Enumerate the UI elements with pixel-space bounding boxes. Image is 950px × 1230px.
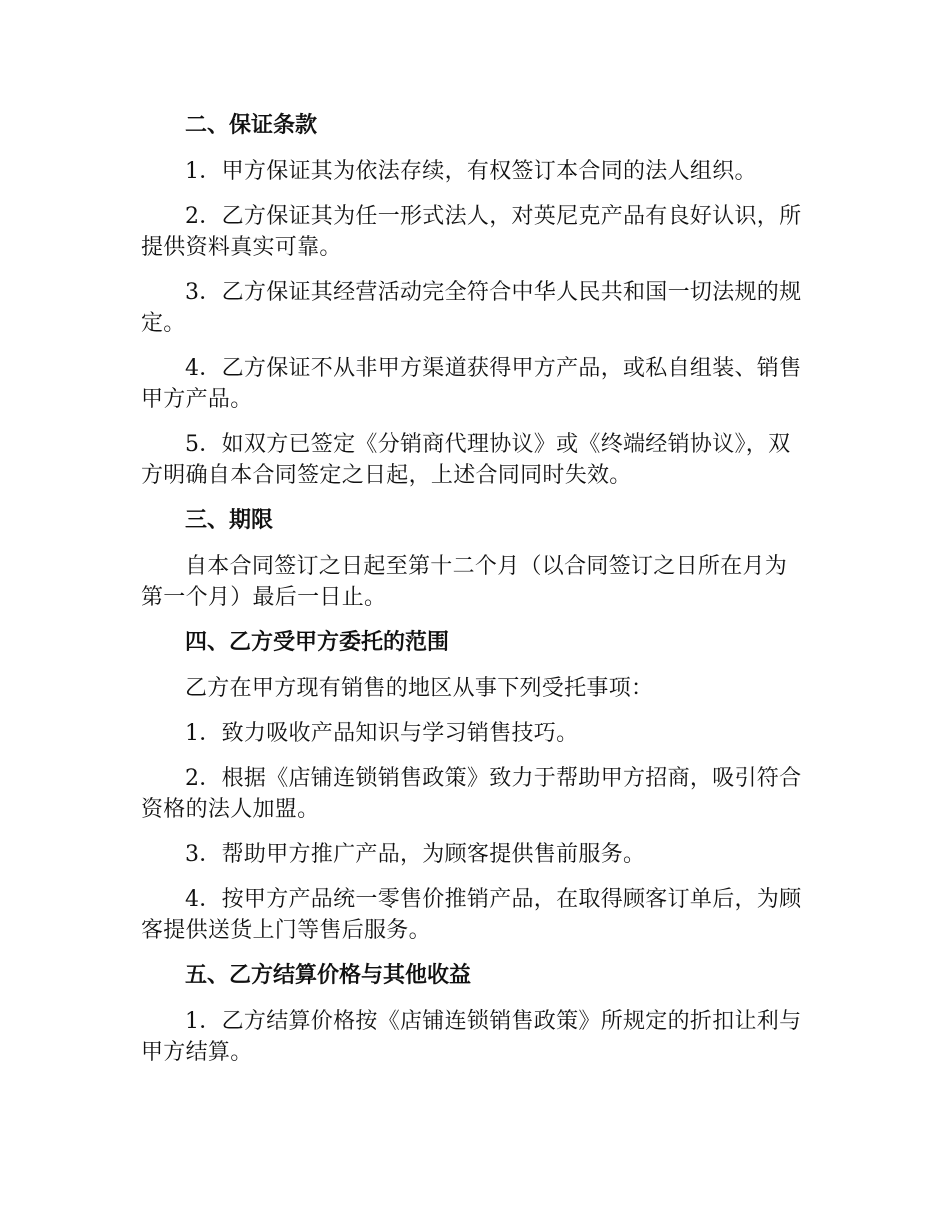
- scope-intro: 乙方在甲方现有销售的地区从事下列受托事项：: [185, 676, 654, 701]
- document-body: [141, 110, 809, 1082]
- scope-item-2: 2．根据《店铺连锁销售政策》致力于帮助甲方招商，吸引符合资格的法人加盟。: [141, 766, 802, 822]
- section-heading-scope: 四、乙方受甲方委托的范围: [185, 630, 450, 655]
- guarantee-clause-2: 2．乙方保证其为任一形式法人，对英尼克产品有良好认识，所提供资料真实可靠。: [141, 204, 802, 260]
- scope-item-3: 3．帮助甲方推广产品，为顾客提供售前服务。: [185, 842, 646, 867]
- settlement-item-1: 1．乙方结算价格按《店铺连锁销售政策》所规定的折扣让利与甲方结算。: [141, 1009, 802, 1065]
- section-heading-settlement: 五、乙方结算价格与其他收益: [185, 963, 472, 988]
- term-paragraph: 自本合同签订之日起至第十二个月（以合同签订之日所在月为第一个月）最后一日止。: [141, 554, 788, 610]
- section-heading-term: 三、期限: [185, 508, 274, 533]
- guarantee-clause-5: 5．如双方已签定《分销商代理协议》或《终端经销协议》，双方明确自本合同签定之日起，上述合同同时失效。: [141, 432, 791, 488]
- guarantee-clause-4: 4．乙方保证不从非甲方渠道获得甲方产品，或私自组装、销售甲方产品。: [141, 356, 802, 412]
- section-heading-guarantee: 二、保证条款: [185, 113, 318, 138]
- guarantee-clause-1: 1．甲方保证其为依法存续，有权签订本合同的法人组织。: [185, 159, 757, 184]
- guarantee-clause-3: 3．乙方保证其经营活动完全符合中华人民共和国一切法规的规定。: [141, 280, 802, 336]
- scope-item-1: 1．致力吸收产品知识与学习销售技巧。: [185, 721, 579, 746]
- scope-item-4: 4．按甲方产品统一零售价推销产品，在取得顾客订单后，为顾客提供送货上门等售后服务。: [141, 887, 802, 943]
